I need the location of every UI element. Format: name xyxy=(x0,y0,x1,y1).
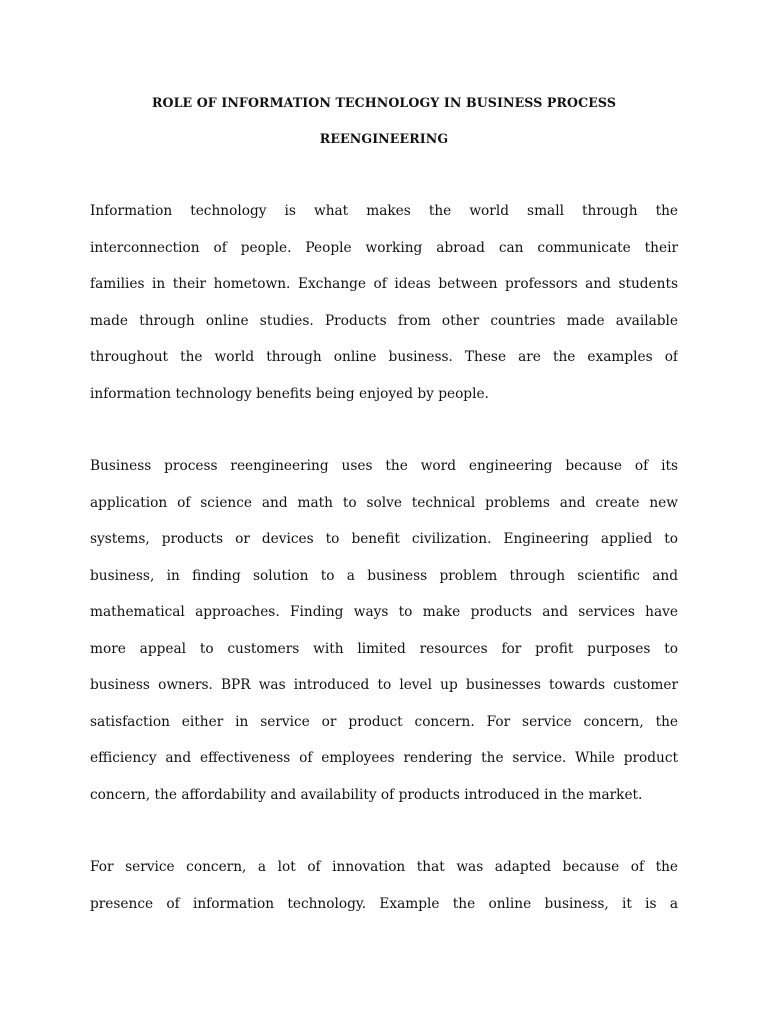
paragraph-line: throughout the world through online business. These are the examples of xyxy=(90,349,678,365)
paragraph-line: business owners. BPR was introduced to level up businesses towards customer xyxy=(90,677,678,693)
paragraph-line: business, in finding solution to a business problem through scientific and xyxy=(90,567,678,584)
paragraph-line: made through online studies. Products from other countries made available xyxy=(90,312,678,329)
paragraph-line: For service concern, a lot of innovation that was adapted because of the xyxy=(90,859,678,875)
paragraph-line: efficiency and effectiveness of employees rendering the service. While product xyxy=(90,750,678,766)
paragraph-line: concern, the affordability and availability of products introduced in the market. xyxy=(90,786,643,803)
paragraph-line: families in their hometown. Exchange of ideas between professors and students xyxy=(90,276,678,292)
paragraph-line: mathematical approaches. Finding ways to make products and services have xyxy=(90,604,678,620)
paragraph-line: Business process reengineering uses the word engineering because of its xyxy=(90,458,678,474)
paragraph-line: Information technology is what makes the world small through the xyxy=(90,203,678,219)
paragraph-line: interconnection of people. People working abroad can communicate their xyxy=(90,239,678,256)
paragraph-line: application of science and math to solve technical problems and create new xyxy=(90,494,678,511)
document-title-line-2: REENGINEERING xyxy=(319,131,449,146)
paragraph-line: information technology benefits being enjoyed by people. xyxy=(90,385,489,402)
paragraph-line: satisfaction either in service or product concern. For service concern, the xyxy=(90,713,678,730)
paragraph-3 xyxy=(90,857,678,930)
document-title-line-1: ROLE OF INFORMATION TECHNOLOGY IN BUSINESS PROCESS xyxy=(151,95,617,110)
paragraph-1 xyxy=(90,201,678,420)
paragraph-line: systems, products or devices to benefit civilization. Engineering applied to xyxy=(90,531,678,547)
paragraph-2 xyxy=(90,456,678,821)
paragraph-line: more appeal to customers with limited resources for profit purposes to xyxy=(90,640,678,657)
paragraph-line: presence of information technology. Example the online business, it is a xyxy=(90,895,678,912)
